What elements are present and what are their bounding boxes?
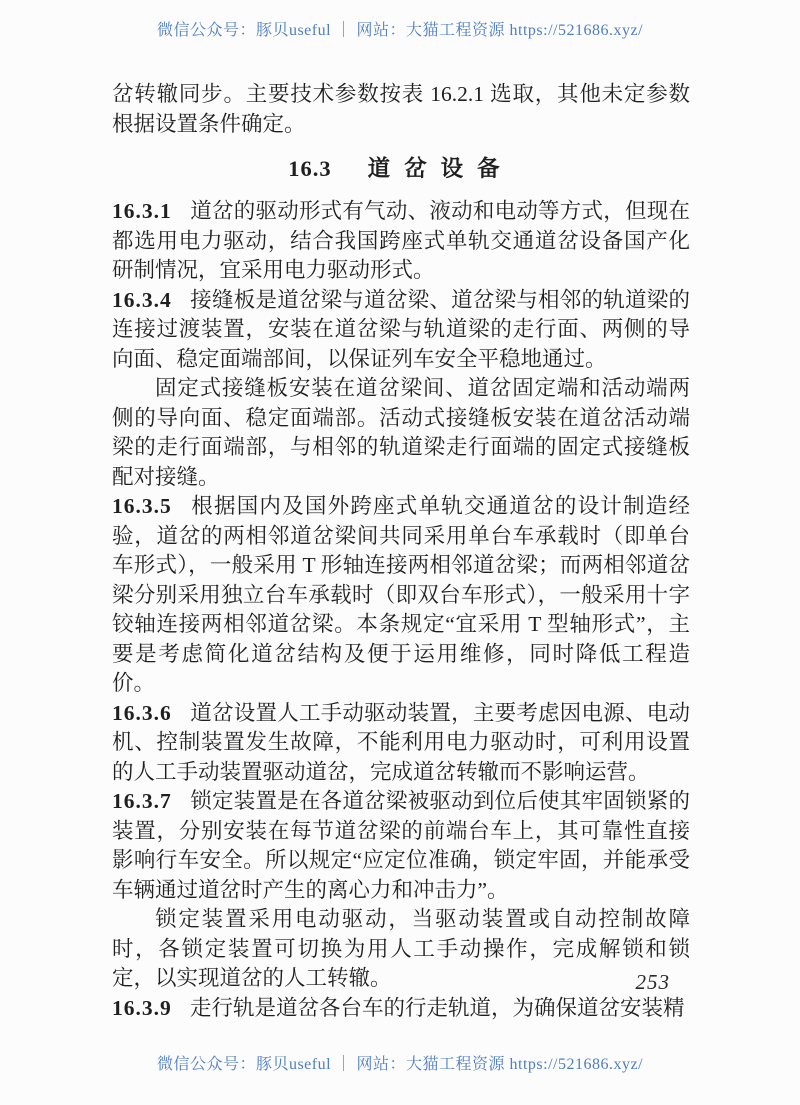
clause-text: 道岔的驱动形式有气动、液动和电动等方式，但现在都选用电力驱动，结合我国跨座式单轨交通道岔设备国产化研制情况，宜采用电力驱动形式。 xyxy=(112,199,690,282)
clause-paragraph-16-3-7 xyxy=(112,787,690,905)
page-number: 253 xyxy=(635,970,670,994)
continuation-paragraph: 岔转辙同步。主要技术参数按表 16.2.1 选取，其他未定参数根据设置条件确定。 xyxy=(112,82,690,136)
clause-number: 16.3.9 xyxy=(112,995,172,1020)
clause-text: 锁定装置采用电动驱动，当驱动装置或自动控制故障时，各锁定装置可切换为用人工手动操作，完成解锁和锁定，以实现道岔的人工转辙。 xyxy=(112,907,690,990)
clause-text: 接缝板是道岔梁与道岔梁、道岔梁与相邻的轨道梁的连接过渡装置，安装在道岔梁与轨道梁的走行面、两侧的导向面、稳定面端部间，以保证列车安全平稳地通过。 xyxy=(112,287,690,371)
footer-watermark: 微信公众号：豚贝useful ｜ 网站：大猫工程资源 https://521686.xyz/ xyxy=(156,1056,644,1073)
clause-number: 16.3.7 xyxy=(112,789,172,813)
clause-paragraph-16-3-1 xyxy=(112,197,690,286)
clause-paragraph-16-3-6 xyxy=(112,699,690,788)
clause-text: 锁定装置是在各道岔梁被驱动到位后使其牢固锁紧的装置，分别安装在每节道岔梁的前端台车上，其可靠性直接影响行车安全。所以规定“应定位准确，锁定牢固，并能承受车辆通过道岔时产生的离心力和冲击力”。 xyxy=(112,789,690,902)
clause-number: 16.3.5 xyxy=(112,494,172,518)
clause-paragraph-16-3-5 xyxy=(112,492,690,699)
header-watermark: 微信公众号：豚贝useful ｜ 网站：大猫工程资源 https://521686.xyz/ xyxy=(156,22,644,39)
clause-number: 16.3.6 xyxy=(112,700,172,725)
clause-paragraph-16-3-4 xyxy=(112,286,690,375)
section-number: 16.3 xyxy=(288,156,332,181)
sub-paragraph-fixed-joint-plate xyxy=(112,374,690,492)
clause-number: 16.3.4 xyxy=(112,287,172,312)
section-title: 道岔设备 xyxy=(367,156,514,181)
sub-paragraph-locking-device xyxy=(112,905,690,994)
clause-paragraph-16-3-9 xyxy=(112,994,690,1024)
clause-number: 16.3.1 xyxy=(112,199,172,223)
clause-text: 道岔设置人工手动驱动装置，主要考虑因电源、电动机、控制装置发生故障，不能利用电力驱动时，可利用设置的人工手动装置驱动道岔，完成道岔转辙而不影响运营。 xyxy=(112,700,690,784)
document-body xyxy=(112,80,690,1023)
clause-text: 根据国内及国外跨座式单轨交通道岔的设计制造经验，道岔的两相邻道岔梁间共同采用单台车承载时（即单台车形式），一般采用 T 形轴连接两相邻道岔梁；而两相邻道岔梁分别采用独立台车承载时（即双台车形式），一般采用十字铰轴连接两相邻道岔梁。本条规定“宜采用 T 型轴形式”，主要是考虑简化道岔结构及便于运用维修，同时降低工程造价。 xyxy=(112,494,690,695)
clause-text: 走行轨是道岔各台车的行走轨道，为确保道岔安装精 xyxy=(190,995,685,1020)
clause-text: 固定式接缝板安装在道岔梁间、道岔固定端和活动端两侧的导向面、稳定面端部。活动式接缝板安装在道岔活动端梁的走行面端部，与相邻的轨道梁走行面端的固定式接缝板配对接缝。 xyxy=(112,376,690,489)
section-heading xyxy=(112,154,690,184)
